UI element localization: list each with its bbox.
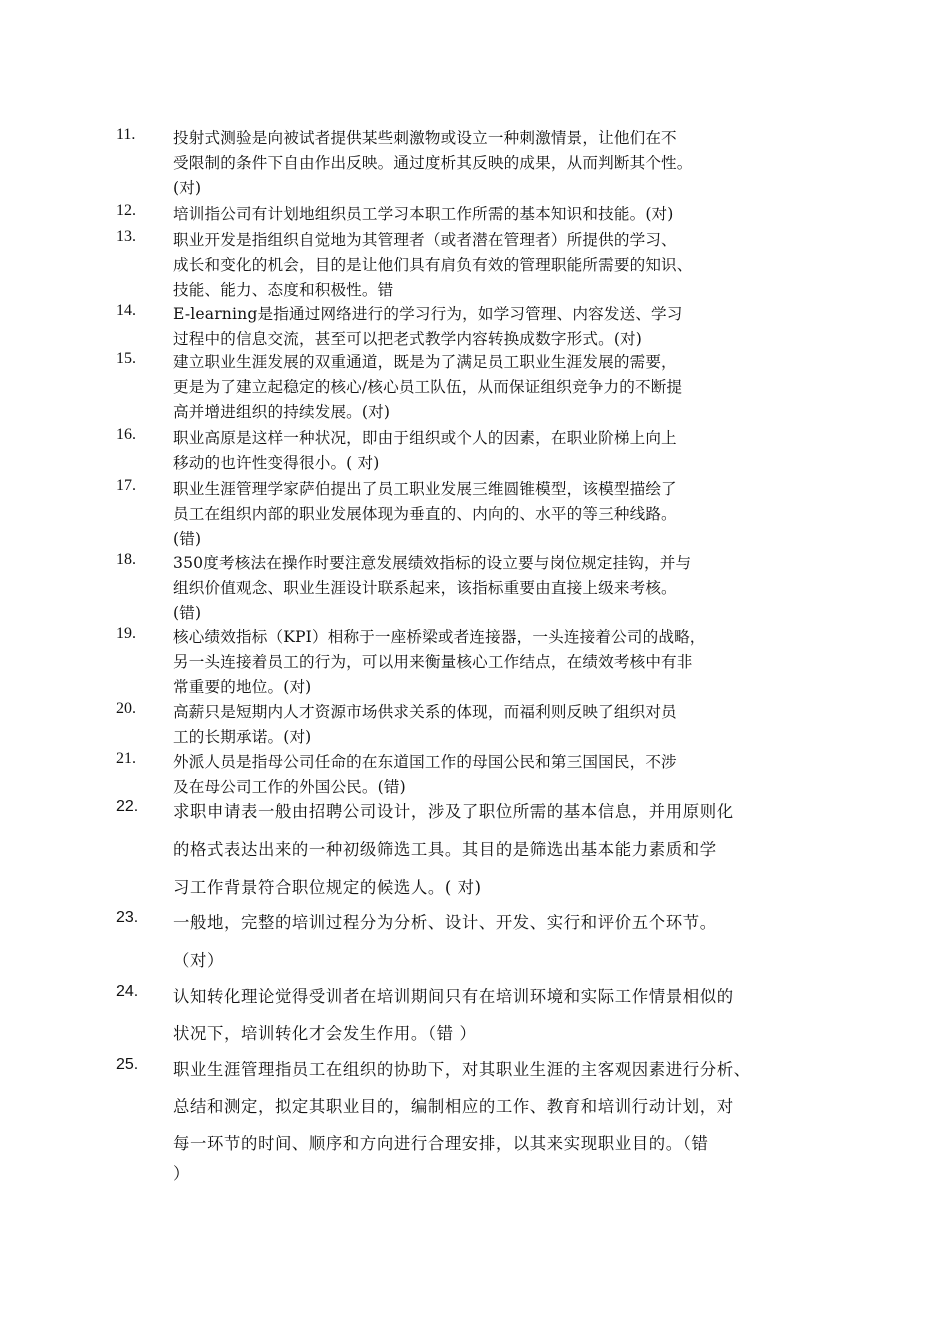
item-number: 22. — [116, 798, 139, 815]
item-number: 16. — [116, 426, 136, 443]
item-text-line: 受限制的条件下自由作出反映。通过度析其反映的成果，从而判断其个性。 — [173, 154, 693, 172]
item-text-line: 职业开发是指组织自觉地为其管理者（或者潜在管理者）所提供的学习、 — [173, 231, 677, 249]
item-text-line: 投射式测验是向被试者提供某些刺激物或设立一种刺激情景，让他们在不 — [173, 129, 677, 147]
item-text-line: 每一环节的时间、顺序和方向进行合理安排，以其来实现职业目的。（错 — [173, 1134, 709, 1153]
item-text-line: 工的长期承诺。(对) — [173, 728, 312, 746]
item-text-line: 职业生涯管理学家萨伯提出了员工职业发展三维圆锥模型，该模型描绘了 — [173, 480, 677, 498]
item-text-line: 更是为了建立起稳定的核心/核心员工队伍，从而保证组织竞争力的不断提 — [173, 378, 683, 396]
item-text-line: 过程中的信息交流，甚至可以把老式教学内容转换成数字形式。(对) — [173, 330, 643, 348]
item-text-line: 高薪只是短期内人才资源市场供求关系的体现，而福利则反映了组织对员 — [173, 703, 677, 721]
item-number: 11. — [116, 126, 136, 143]
item-text-line: 认知转化理论觉得受训者在培训期间只有在培训环境和实际工作情景相似的 — [173, 987, 734, 1006]
item-text-line: 及在母公司工作的外国公民。(错) — [173, 778, 406, 796]
item-text-line: 技能、能力、态度和积极性。错 — [173, 281, 394, 299]
item-number: 23. — [116, 909, 139, 926]
item-text-line: 求职申请表一般由招聘公司设计，涉及了职位所需的基本信息，并用原则化 — [173, 802, 734, 821]
item-text-line: 一般地，完整的培训过程分为分析、设计、开发、实行和评价五个环节。 — [173, 913, 717, 932]
item-text-line: (错) — [173, 530, 202, 548]
item-text-line: (对) — [173, 179, 202, 197]
item-number: 14. — [116, 302, 136, 319]
item-text-line: 移动的也许性变得很小。( 对) — [173, 454, 380, 472]
item-text-line: 常重要的地位。(对) — [173, 678, 312, 696]
item-number: 18. — [116, 551, 136, 568]
item-text-line: 培训指公司有计划地组织员工学习本职工作所需的基本知识和技能。(对) — [173, 205, 674, 223]
item-text-line: 总结和测定，拟定其职业目的，编制相应的工作、教育和培训行动计划，对 — [173, 1097, 734, 1116]
item-number: 19. — [116, 625, 136, 642]
item-text-line: 状况下，培训转化才会发生作用。（错 ） — [173, 1024, 477, 1043]
item-text-line: 350度考核法在操作时要注意发展绩效指标的设立要与岗位规定挂钩，并与 — [173, 554, 692, 572]
item-text-line: 建立职业生涯发展的双重通道，既是为了满足员工职业生涯发展的需要， — [173, 353, 677, 371]
item-text-line: 员工在组织内部的职业发展体现为垂直的、内向的、水平的等三种线路。 — [173, 505, 677, 523]
item-text-line: 组织价值观念、职业生涯设计联系起来，该指标重要由直接上级来考核。 — [173, 579, 677, 597]
item-text-line: 外派人员是指母公司任命的在东道国工作的母国公民和第三国国民，不涉 — [173, 753, 677, 771]
item-text-line: 习工作背景符合职位规定的候选人。( 对) — [173, 878, 482, 897]
item-text-line: （对） — [173, 951, 224, 970]
item-number: 21. — [116, 750, 136, 767]
item-text-line: 的格式表达出来的一种初级筛选工具。其目的是筛选出基本能力素质和学 — [173, 840, 717, 859]
item-text-line: 高并增进组织的持续发展。(对) — [173, 403, 391, 421]
item-number: 17. — [116, 477, 136, 494]
item-number: 13. — [116, 228, 136, 245]
item-text-line: 职业高原是这样一种状况，即由于组织或个人的因素，在职业阶梯上向上 — [173, 429, 677, 447]
item-number: 12. — [116, 202, 136, 219]
item-text-line: ） — [173, 1164, 190, 1183]
item-number: 25. — [116, 1056, 139, 1073]
item-number: 20. — [116, 700, 136, 717]
item-number: 24. — [116, 983, 139, 1000]
item-number: 15. — [116, 350, 136, 367]
item-text-line: 另一头连接着员工的行为，可以用来衡量核心工作结点，在绩效考核中有非 — [173, 653, 693, 671]
item-text-line: (错) — [173, 604, 202, 622]
item-text-line: 成长和变化的机会，目的是让他们具有肩负有效的管理职能所需要的知识、 — [173, 256, 693, 274]
item-text-line: 核心绩效指标（KPI）相称于一座桥梁或者连接器，一头连接着公司的战略， — [173, 628, 706, 646]
item-text-line: 职业生涯管理指员工在组织的协助下，对其职业生涯的主客观因素进行分析、 — [173, 1060, 751, 1079]
item-text-line: E-learning是指通过网络进行的学习行为，如学习管理、内容发送、学习 — [173, 305, 683, 323]
